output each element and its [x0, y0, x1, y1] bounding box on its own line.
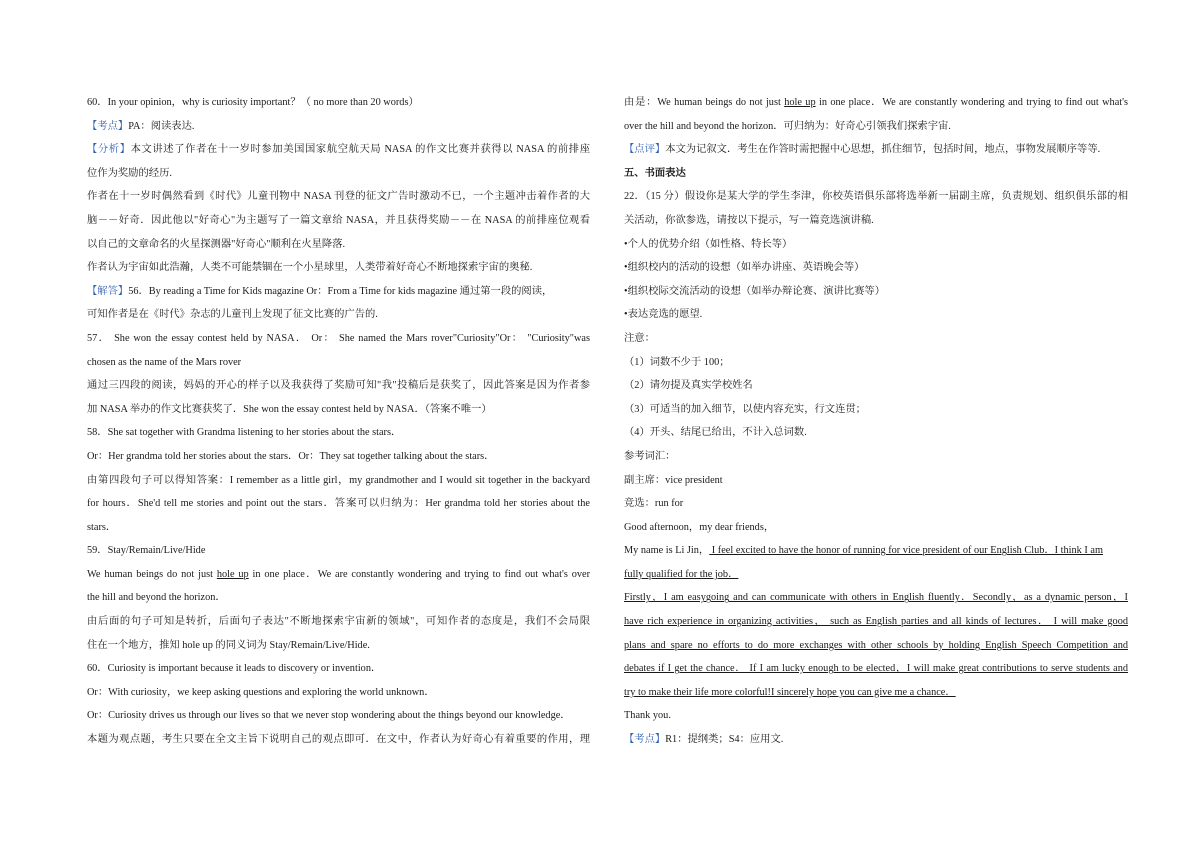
left-column: [87, 91, 590, 752]
q22-note-3: （3）可适当的加入细节，以使内容充实，行文连贯；: [624, 403, 866, 415]
kaodian-text: PA：阅读表达.: [128, 120, 195, 132]
continuation-l1-post: in one place．We are constantly wondering and trying to find out what's: [815, 97, 1128, 108]
fenxi-line-5: 以自己的文章命名的火星探测器"好奇心"顺利在火星降落.: [87, 238, 346, 250]
q22-note-heading: 注意：: [624, 332, 655, 344]
answer-57-line-1: 57． She won the essay contest held by NASA． Or： She named the Mars rover"Curiosity"Or： "Curiosity"was: [87, 332, 590, 344]
answer-57-line-4: 加 NASA 举办的作文比赛获奖了．She won the essay contest held by NASA．（答案不唯一）: [87, 403, 492, 415]
q22-bullet-3: •组织校际交流活动的设想（如举办辩论赛、演讲比赛等）: [624, 285, 886, 297]
q22-vocab-heading: 参考词汇：: [624, 450, 676, 462]
q22-vocab-2: 竞选：run for: [624, 498, 684, 510]
q22-vocab-1: 副主席：vice president: [624, 474, 723, 486]
jieda-text-1: 56．By reading a Time for Kids magazine Or：From a Time for kids magazine 通过第一段的阅读，: [128, 285, 553, 297]
answer-57-line-3: 通过三四段的阅读，妈妈的开心的样子以及我获得了奖励可知"我"投稿后是获奖了，因此答案是因为作者参: [87, 380, 590, 392]
answer-59-line-2: [87, 563, 590, 587]
essay-line-3: Firstly，I am easygoing and can communicate with others in English fluently．Secondly，as a dynamic person，I: [624, 592, 1128, 604]
essay-line-2: fully qualified for the job．: [624, 568, 739, 580]
essay-line-1: [624, 539, 1128, 563]
right-column: [624, 91, 1128, 752]
q22-bullet-2: •组织校内的活动的设想（如举办讲座、英语晚会等）: [624, 262, 865, 274]
essay-line-6: debates if I get the chance． If I am lucky enough to be elected，I will make great contributions to serve students and: [624, 663, 1128, 675]
q22-bullet-4: •表达竞选的愿望.: [624, 309, 703, 321]
q22-note-2: （2）请勿提及真实学校姓名: [624, 380, 753, 392]
jieda-tag: 【解答】: [87, 285, 129, 297]
q22-bullet-1: •个人的优势介绍（如性格、特长等）: [624, 238, 793, 250]
answer-58-line-4: for hours．She'd tell me stories and point out the stars．答案可以归纳为：Her grandma told her stories about the: [87, 498, 590, 510]
answer-58-line-2: Or：Her grandma told her stories about the stars．Or：They sat together talking about the stars．: [87, 450, 495, 462]
fenxi-line-6: 作者认为宇宙如此浩瀚，人类不可能禁锢在一个小星球里，人类带着好奇心不断地探索宇宙的奥秘.: [87, 262, 533, 274]
kaodian-line: [87, 115, 590, 139]
fenxi-tag: 【分析】: [87, 144, 131, 156]
answer-58-line-1: 58．She sat together with Grandma listening to her stories about the stars．: [87, 427, 402, 439]
question-60-prompt: 60．In your opinion，why is curiosity important？（ no more than 20 words）: [87, 97, 419, 108]
essay-greeting: Good afternoon，my dear friends，: [624, 521, 775, 533]
kaodian-tag: 【考点】: [87, 120, 129, 132]
hole-up-underlined-right: hole up: [784, 97, 816, 108]
jieda-line-2: 可知作者是在《时代》杂志的儿童刊上发现了征文比赛的广告的.: [87, 309, 378, 321]
answer-60-line-3: Or：Curiosity drives us through our lives so that we never stop wondering about the things beyond our knowledge．: [87, 710, 571, 722]
continuation-line-1: [624, 91, 1128, 115]
q22-line-1: 22．（15 分）假设你是某大学的学生李津，你校英语俱乐部将选举新一届副主席，负责规划、组织俱乐部的相: [624, 191, 1128, 203]
answer-59-line-3: the hill and beyond the horizon．: [87, 592, 226, 604]
q22-line-2: 关活动，你欲参选，请按以下提示，写一篇竞选演讲稿.: [624, 214, 874, 226]
answer-60-line-2: Or：With curiosity，we keep asking questions and exploring the world unknown．: [87, 686, 435, 698]
fenxi-line-2: 位作为奖励的经历.: [87, 167, 172, 179]
answer-60-line-4: 本题为观点题，考生只要在全文主旨下说明自己的观点即可．在文中，作者认为好奇心有着重要的作用，理: [87, 734, 590, 746]
essay-line-7: try to make their life more colorful!I sincerely hope you can give me a chance．: [624, 686, 956, 698]
answer-59-l2-pre: We human beings do not just: [87, 568, 217, 580]
dianping-tag: 【点评】: [624, 144, 666, 156]
jieda-line-1: [87, 280, 590, 304]
q22-kaodian-text: R1：提纲类；S4：应用文.: [665, 734, 784, 746]
essay-line-1-pre: My name is Li Jin，: [624, 545, 710, 557]
essay-line-1-underlined: I feel excited to have the honor of running for vice president of our English Club．I think I am: [709, 545, 1103, 557]
section-5-heading: 五、书面表达: [624, 167, 686, 179]
fenxi-line-1: [87, 138, 590, 162]
essay-line-5: plans and spare no efforts to do more exchanges with other schools by holding English Speech Competition and: [624, 639, 1128, 651]
q22-note-4: （4）开头、结尾已给出，不计入总词数.: [624, 427, 807, 439]
answer-58-line-5: stars．: [87, 521, 117, 533]
answer-57-line-2: chosen as the name of the Mars rover: [87, 356, 242, 368]
q22-kaodian-tag: 【考点】: [624, 734, 666, 746]
dianping-line: [624, 138, 1128, 162]
answer-59-l2-post: in one place．We are constantly wondering and trying to find out what's over: [248, 568, 590, 580]
answer-59-line-4: 由后面的句子可知是转折，后面句子表达"不断地探索宇宙新的领域"，可知作者的态度是，我们不会局限: [87, 616, 590, 628]
continuation-l1-pre: 由是：We human beings do not just: [624, 97, 785, 108]
answer-59-line-1: 59．Stay/Remain/Live/Hide: [87, 545, 206, 557]
dianping-text: 本文为记叙文．考生在作答时需把握中心思想，抓住细节，包括时间，地点，事物发展顺序等等.: [665, 144, 1101, 156]
q22-kaodian-line: [624, 728, 1128, 752]
hole-up-underlined: hole up: [216, 568, 249, 580]
q22-note-1: （1）词数不少于 100；: [624, 356, 730, 368]
fenxi-line-4: 脑－－好奇．因此他以"好奇心"为主题写了一篇文章给 NASA，并且获得奖励－－在 NASA 的前排座位观看: [87, 214, 590, 226]
fenxi-line-3: 作者在十一岁时偶然看到《时代》儿童刊物中 NASA 刊登的征文广告时激动不已，一个主题冲击着作者的大: [87, 191, 590, 203]
essay-closing: Thank you.: [624, 710, 671, 722]
answer-59-line-5: 住在一个地方，推知 hole up 的同义词为 Stay/Remain/Live/Hide.: [87, 639, 370, 651]
continuation-line-2: over the hill and beyond the horizon．可归纳为：好奇心引领我们探索宇宙.: [624, 120, 951, 132]
answer-58-line-3: 由第四段句子可以得知答案：I remember as a little girl，my grandmother and I would sit together in the backyard: [87, 474, 590, 486]
essay-line-4: have rich experience in organizing activities， such as English parties and all kinds of lectures． I will make good: [624, 616, 1128, 628]
fenxi-text-1: 本文讲述了作者在十一岁时参加美国国家航空航天局 NASA 的作文比赛并获得以 NASA 的前排座: [130, 144, 590, 156]
answer-60-line-1: 60．Curiosity is important because it leads to discovery or invention．: [87, 663, 382, 675]
